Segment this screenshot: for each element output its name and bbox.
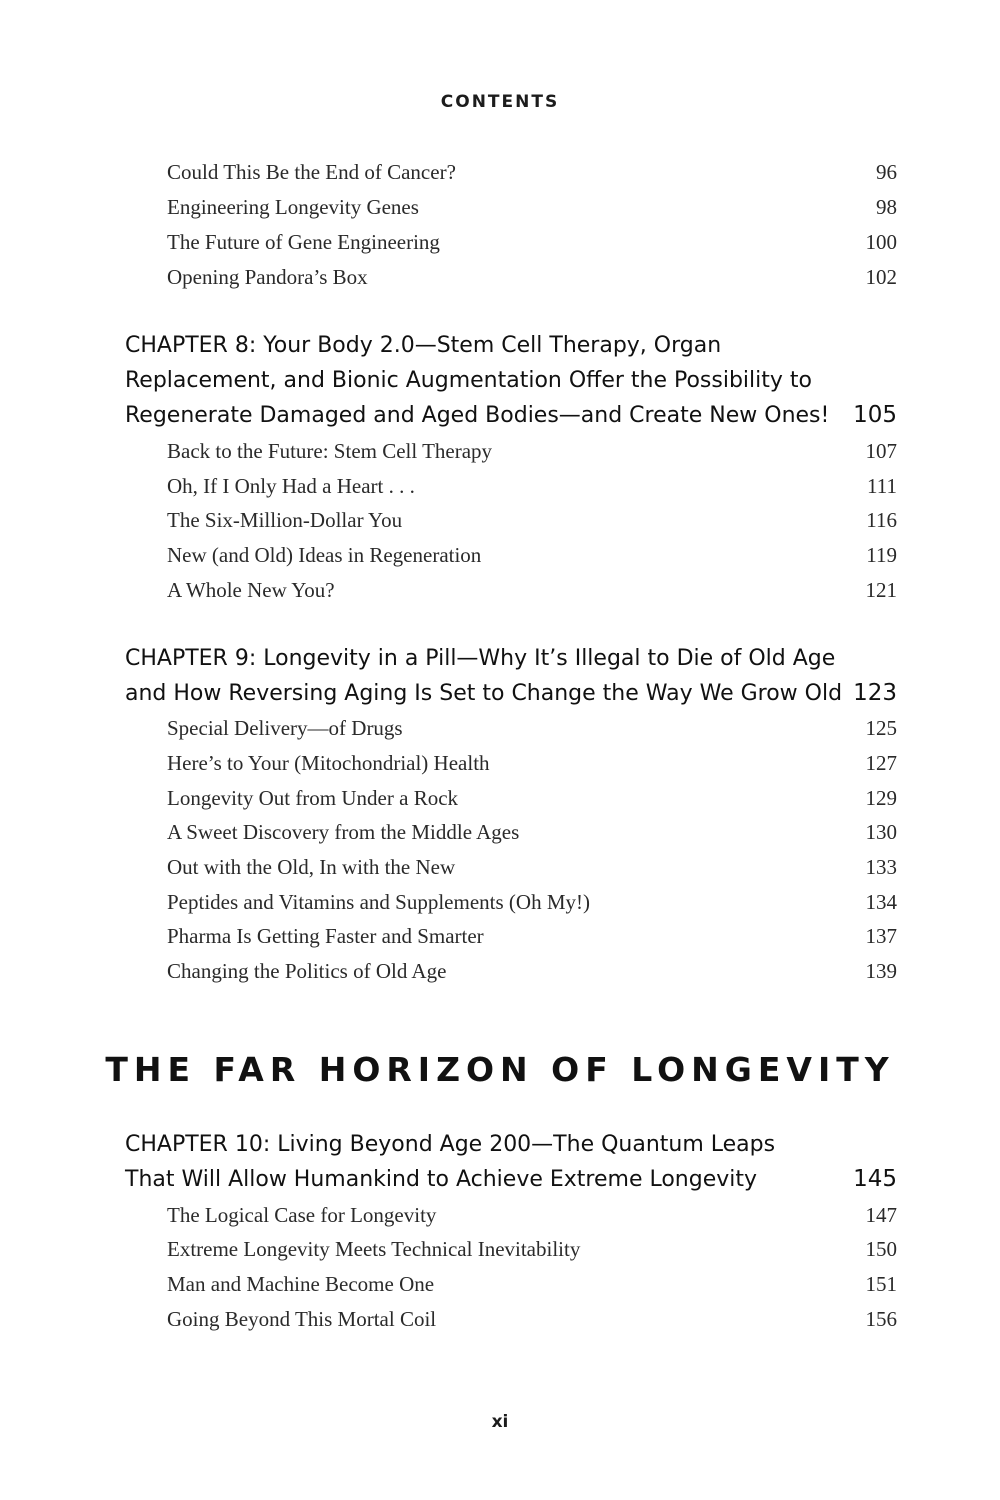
toc-entry[interactable] [167, 1232, 897, 1267]
toc-entry[interactable] [167, 815, 897, 850]
chapter-10-heading[interactable] [125, 1127, 897, 1197]
toc-entry[interactable] [167, 260, 897, 295]
chapter-line: That Will Allow Humankind to Achieve Extreme Longevity [125, 1167, 758, 1192]
entry-page: 125 [865, 716, 897, 740]
toc-entry[interactable] [167, 1302, 897, 1337]
entry-page: 107 [865, 439, 897, 463]
entry-page: 134 [865, 890, 897, 914]
toc-entry[interactable] [167, 746, 897, 781]
entry-page: 129 [865, 786, 897, 810]
entry-title: Going Beyond This Mortal Coil [167, 1307, 437, 1331]
entry-title: Changing the Politics of Old Age [167, 959, 447, 983]
entry-title: New (and Old) Ideas in Regeneration [167, 543, 482, 567]
entry-title: Could This Be the End of Cancer? [167, 160, 456, 184]
chapter-line: Regenerate Damaged and Aged Bodies—and Create New Ones! [125, 403, 830, 428]
entry-page: 156 [865, 1307, 897, 1331]
toc-entry[interactable] [167, 469, 897, 504]
entry-title: A Sweet Discovery from the Middle Ages [167, 820, 520, 844]
chapter-line: CHAPTER 9: Longevity in a Pill—Why It’s Illegal to Die of Old Age [125, 646, 836, 671]
chapter-page: 105 [853, 402, 897, 428]
entry-title: Back to the Future: Stem Cell Therapy [167, 439, 493, 463]
toc-entry[interactable] [167, 1198, 897, 1233]
chapter-page: 145 [853, 1166, 897, 1192]
entry-page: 121 [865, 578, 897, 602]
part-title: THE FAR HORIZON OF LONGEVITY [105, 1050, 895, 1089]
entry-page: 119 [866, 543, 897, 567]
entry-title: A Whole New You? [167, 578, 335, 602]
entry-title: Longevity Out from Under a Rock [167, 786, 459, 810]
entry-page: 116 [866, 508, 897, 532]
chapter-8-heading[interactable] [125, 328, 897, 433]
entry-title: Oh, If I Only Had a Heart . . . [167, 474, 415, 498]
chapter-line: Replacement, and Bionic Augmentation Offer the Possibility to [125, 368, 812, 393]
toc-entry[interactable] [167, 503, 897, 538]
entry-title: The Six-Million-Dollar You [167, 508, 403, 532]
entry-title: Opening Pandora’s Box [167, 265, 368, 289]
entry-title: Engineering Longevity Genes [167, 195, 419, 219]
chapter-line: CHAPTER 8: Your Body 2.0—Stem Cell Therapy, Organ [125, 333, 722, 358]
entry-page: 150 [865, 1237, 897, 1261]
entry-title: Extreme Longevity Meets Technical Inevitability [167, 1237, 581, 1261]
toc-entry[interactable] [167, 1267, 897, 1302]
chapter-line: CHAPTER 10: Living Beyond Age 200—The Quantum Leaps [125, 1132, 776, 1157]
chapter-line: and How Reversing Aging Is Set to Change the Way We Grow Old [125, 681, 843, 706]
entry-page: 127 [865, 751, 897, 775]
entry-page: 151 [865, 1272, 897, 1296]
entry-page: 130 [865, 820, 897, 844]
toc-entry[interactable] [167, 190, 897, 225]
toc-entry[interactable] [167, 954, 897, 989]
entry-page: 111 [867, 474, 897, 498]
toc-entry[interactable] [167, 781, 897, 816]
chapter-page: 123 [853, 680, 897, 706]
toc-entry[interactable] [167, 850, 897, 885]
entry-title: The Logical Case for Longevity [167, 1203, 437, 1227]
entry-page: 139 [865, 959, 897, 983]
entry-page: 98 [876, 195, 897, 219]
entry-title: Pharma Is Getting Faster and Smarter [167, 924, 484, 948]
entry-title: The Future of Gene Engineering [167, 230, 440, 254]
entry-title: Out with the Old, In with the New [167, 855, 456, 879]
toc-entry[interactable] [167, 434, 897, 469]
entry-page: 137 [865, 924, 897, 948]
entry-page: 133 [865, 855, 897, 879]
toc-entry[interactable] [167, 538, 897, 573]
running-head: CONTENTS [440, 92, 560, 112]
entry-title: Peptides and Vitamins and Supplements (Oh My!) [167, 890, 590, 914]
entry-title: Special Delivery—of Drugs [167, 716, 403, 740]
toc-entry[interactable] [167, 225, 897, 260]
toc-entry[interactable] [167, 885, 897, 920]
entry-page: 147 [865, 1203, 897, 1227]
entry-title: Here’s to Your (Mitochondrial) Health [167, 751, 490, 775]
entry-page: 100 [865, 230, 897, 254]
entry-page: 102 [865, 265, 897, 289]
chapter-9-heading[interactable] [125, 641, 897, 711]
toc-entry[interactable] [167, 573, 897, 608]
toc-entry[interactable] [167, 711, 897, 746]
toc-entry[interactable] [167, 155, 897, 190]
entry-title: Man and Machine Become One [167, 1272, 435, 1296]
entry-page: 96 [876, 160, 897, 184]
toc-entry[interactable] [167, 919, 897, 954]
page-number: xi [491, 1412, 509, 1432]
